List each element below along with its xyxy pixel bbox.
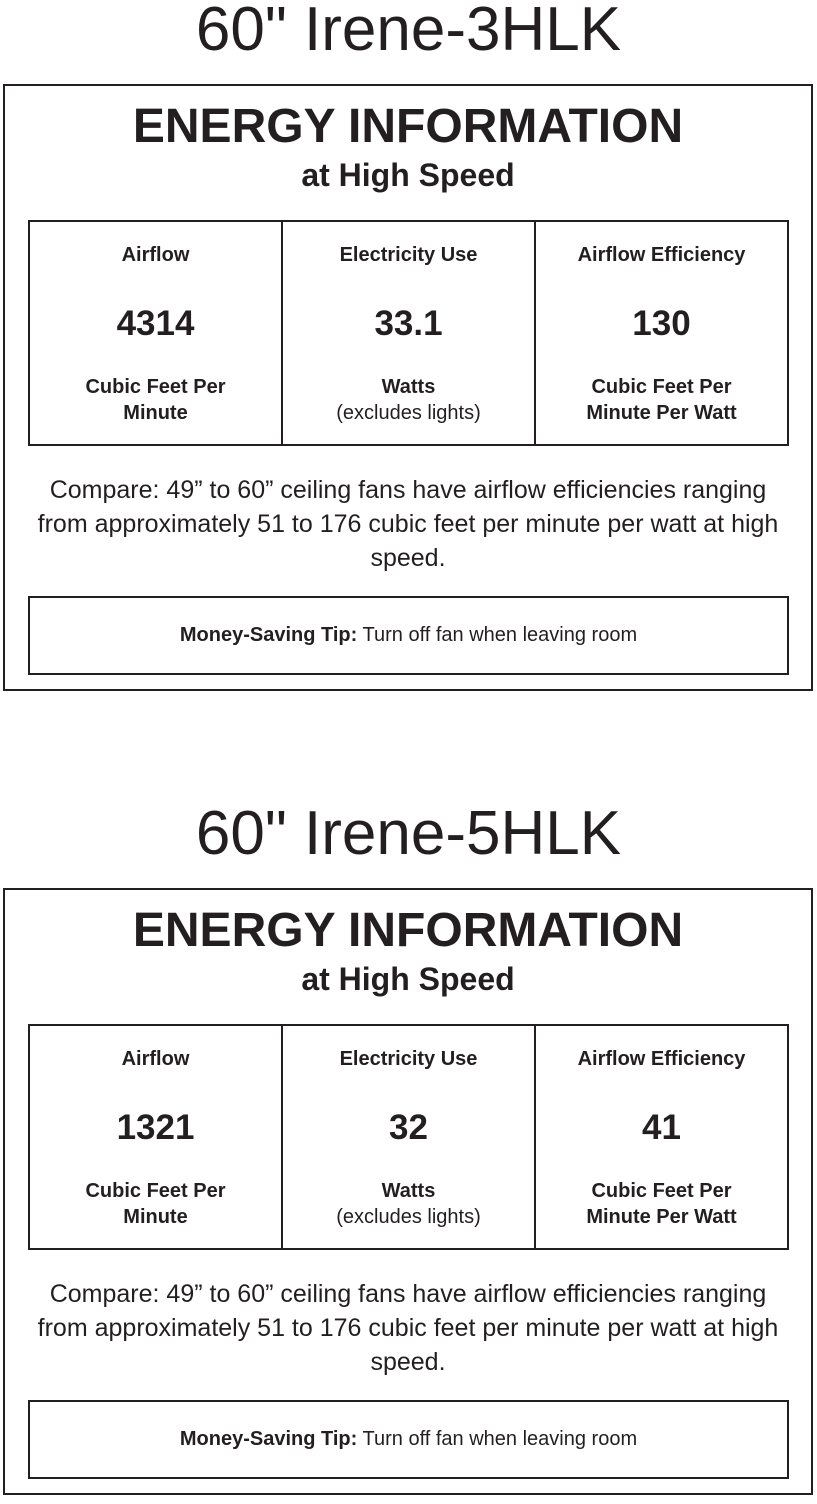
cell-unit: Cubic Feet Per xyxy=(85,1180,226,1202)
cell-header: Airflow xyxy=(121,1048,190,1070)
cell-header: Electricity Use xyxy=(339,244,478,266)
cell-unit: Cubic Feet Per xyxy=(85,376,226,398)
airflow-cell xyxy=(30,1026,283,1248)
cell-unit-2: Minute xyxy=(123,402,188,424)
energy-label-5hlk xyxy=(0,799,817,1504)
cell-unit: Cubic Feet Per xyxy=(591,1180,732,1202)
compare-text: Compare: 49” to 60” ceiling fans have airflow efficiencies ranging from approximately 51 to 176 cubic feet per minute per watt at high speed. xyxy=(37,476,779,572)
tip-label: Money-Saving Tip: xyxy=(179,624,358,646)
cell-header: Airflow Efficiency xyxy=(577,1048,746,1070)
cell-value: 33.1 xyxy=(374,304,443,343)
subheading: at High Speed xyxy=(301,157,515,193)
heading: ENERGY INFORMATION xyxy=(132,904,684,957)
cell-value: 41 xyxy=(642,1108,681,1147)
cell-unit: Watts xyxy=(381,376,436,398)
cell-unit: Watts xyxy=(381,1180,436,1202)
cell-header: Electricity Use xyxy=(339,1048,478,1070)
cell-unit-2: Minute Per Watt xyxy=(586,1206,737,1228)
cell-unit-2: (excludes lights) xyxy=(336,1206,481,1228)
cell-unit-2: (excludes lights) xyxy=(336,402,481,424)
cell-value: 1321 xyxy=(116,1108,195,1147)
compare-text: Compare: 49” to 60” ceiling fans have airflow efficiencies ranging from approximately 51 to 176 cubic feet per minute per watt at high speed. xyxy=(37,1280,779,1376)
efficiency-cell xyxy=(536,222,787,444)
energy-info-box xyxy=(3,84,813,691)
cell-header: Airflow Efficiency xyxy=(577,244,746,266)
cell-unit-2: Minute Per Watt xyxy=(586,402,737,424)
airflow-cell xyxy=(30,222,283,444)
energy-label-3hlk xyxy=(0,0,817,700)
energy-table xyxy=(28,1024,789,1250)
money-saving-tip xyxy=(28,1400,789,1479)
energy-table xyxy=(28,220,789,446)
cell-unit: Cubic Feet Per xyxy=(591,376,732,398)
tip-text: Turn off fan when leaving room xyxy=(357,1428,638,1450)
money-saving-tip xyxy=(28,596,789,675)
cell-header: Airflow xyxy=(121,244,190,266)
tip-text: Turn off fan when leaving room xyxy=(357,624,638,646)
cell-value: 130 xyxy=(632,304,691,343)
product-title: 60" Irene-3HLK xyxy=(195,0,622,64)
tip-label: Money-Saving Tip: xyxy=(179,1428,358,1450)
cell-value: 32 xyxy=(389,1108,428,1147)
cell-value: 4314 xyxy=(116,304,195,343)
efficiency-cell xyxy=(536,1026,787,1248)
heading: ENERGY INFORMATION xyxy=(132,100,684,153)
subheading: at High Speed xyxy=(301,961,515,997)
cell-unit-2: Minute xyxy=(123,1206,188,1228)
electricity-cell xyxy=(283,222,536,444)
energy-info-box xyxy=(3,888,813,1495)
electricity-cell xyxy=(283,1026,536,1248)
product-title: 60" Irene-5HLK xyxy=(195,799,622,868)
